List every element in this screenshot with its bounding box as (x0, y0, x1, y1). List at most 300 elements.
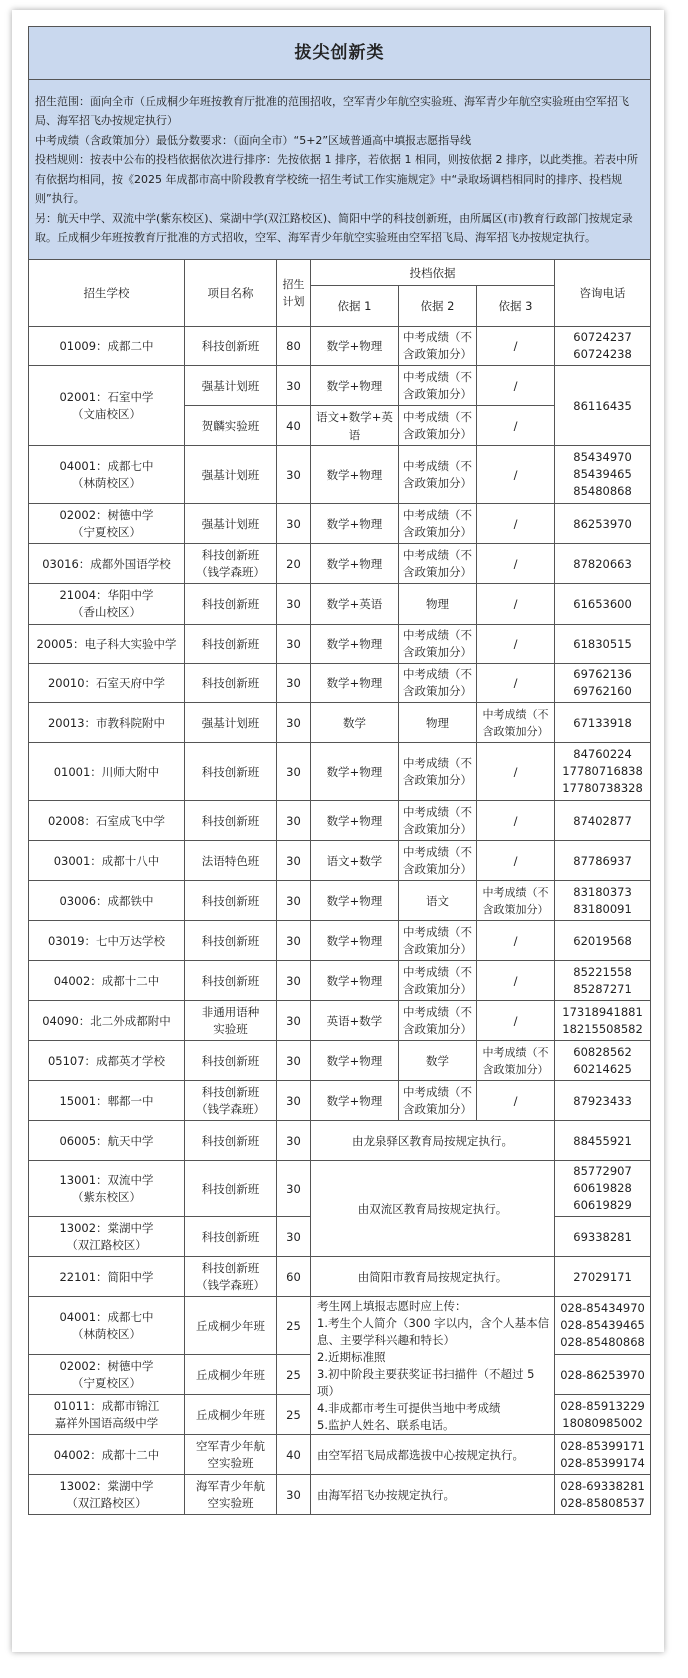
basis2-cell (399, 1081, 477, 1121)
plan-cell-line: 30 (286, 378, 301, 393)
table-row (29, 881, 651, 921)
project-cell (185, 1001, 277, 1041)
table-row (29, 743, 651, 801)
basis1-cell-line: 数学+物理 (326, 764, 383, 779)
plan-cell (277, 1257, 311, 1297)
plan-cell-line: 30 (286, 1053, 301, 1068)
phone-cell (555, 1121, 651, 1161)
basis2-cell-line: 含政策加分） (403, 941, 472, 956)
phone-cell-line: 028-86253970 (560, 1367, 645, 1382)
basis2-cell (399, 703, 477, 743)
plan-cell-line: 30 (286, 1487, 301, 1502)
plan-cell-line: 30 (286, 467, 301, 482)
plan-cell (277, 1217, 311, 1257)
basis1-cell-line: 数学+物理 (326, 556, 383, 571)
phone-cell-line: 028-85439465 (560, 1318, 645, 1332)
school-cell-line: 04001：成都七中 (59, 1309, 154, 1324)
school-cell (29, 1257, 185, 1297)
school-cell (29, 446, 185, 504)
plan-cell-line: 30 (286, 597, 301, 611)
school-cell-line: 03016：成都外国语学校 (42, 556, 171, 571)
project-cell (185, 664, 277, 703)
school-cell (29, 664, 185, 703)
plan-cell (277, 406, 311, 446)
project-cell-line: 科技创新班 (201, 1181, 260, 1196)
plan-cell-line: 60 (286, 1269, 301, 1284)
phone-cell-line: 60724238 (573, 347, 632, 361)
plan-cell-line: 30 (286, 1229, 301, 1244)
phone-cell-line: 85772907 (573, 1164, 632, 1178)
phone-cell-line: 84760224 (573, 747, 632, 761)
table-row (29, 1001, 651, 1041)
rule-cell (311, 1475, 555, 1515)
school-cell (29, 1217, 185, 1257)
school-cell-line: 02001：石室中学 (59, 389, 154, 404)
phone-cell-line: 61830515 (573, 637, 632, 651)
rule-cell (311, 1161, 555, 1257)
project-cell-line: 科技创新班 (201, 676, 260, 690)
basis3-cell (477, 961, 555, 1001)
project-cell (185, 1395, 277, 1435)
school-cell-line: 20005：电子科大实验中学 (36, 637, 177, 651)
phone-cell-line: 69338281 (573, 1229, 632, 1244)
basis3-cell (477, 921, 555, 961)
basis1-cell-line: 数学+物理 (326, 378, 383, 393)
phone-cell (555, 366, 651, 446)
basis3-cell (477, 801, 555, 841)
plan-cell (277, 743, 311, 801)
basis2-cell-line: 含政策加分） (403, 772, 472, 787)
school-cell-line: 01001：川师大附中 (53, 764, 160, 779)
project-cell-line: 空实验班 (207, 1495, 254, 1510)
table-row (29, 1041, 651, 1081)
school-cell (29, 366, 185, 446)
project-cell-line: 丘成桐少年班 (196, 1318, 265, 1333)
basis3-cell-line: / (513, 853, 518, 868)
phone-cell (555, 743, 651, 801)
basis2-cell-line: 含政策加分） (403, 981, 472, 996)
phone-cell (555, 584, 651, 625)
table-row (29, 1475, 651, 1515)
plan-cell (277, 1001, 311, 1041)
basis3-cell-line: / (513, 813, 518, 828)
school-cell-line: （香山校区） (72, 605, 141, 619)
table-row (29, 801, 651, 841)
phone-cell-line: 028-85913229 (560, 1398, 645, 1413)
plan-cell-line: 40 (286, 1447, 301, 1462)
basis1-cell-line: 数学+物理 (326, 467, 383, 482)
school-cell-line: 03001：成都十八中 (53, 853, 160, 868)
basis2-cell-line: 中考成绩（不 (403, 1004, 472, 1019)
basis3-cell (477, 703, 555, 743)
school-cell (29, 1355, 185, 1395)
phone-cell-line: 86253970 (573, 516, 632, 531)
phone-cell-line: 61653600 (573, 597, 632, 611)
basis2-cell-line: 中考成绩（不 (403, 369, 472, 384)
project-cell-line: 法语特色班 (201, 853, 260, 868)
header-project: 项目名称 (185, 260, 277, 327)
project-cell-line: 科技创新班 (201, 1229, 260, 1244)
phone-cell (555, 664, 651, 703)
phone-cell-line: 83180091 (573, 901, 632, 916)
plan-cell (277, 961, 311, 1001)
phone-cell-line: 27029171 (573, 1269, 632, 1284)
plan-cell (277, 1161, 311, 1217)
project-cell (185, 1355, 277, 1395)
school-cell (29, 961, 185, 1001)
basis3-cell-line: / (513, 1093, 518, 1108)
phone-cell-line: 60214625 (573, 1061, 632, 1076)
basis1-cell-line: 语文+数学+英语 (316, 409, 393, 442)
project-cell (185, 1081, 277, 1121)
basis1-cell-line: 英语+数学 (326, 1013, 383, 1028)
phone-cell (555, 327, 651, 366)
admissions-table (28, 26, 651, 1515)
basis2-cell-line: 中考成绩（不 (403, 628, 472, 642)
basis2-cell (399, 544, 477, 584)
header-school: 招生学校 (29, 260, 185, 327)
phone-cell-line: 87923433 (573, 1093, 632, 1108)
phone-cell-line: 028-69338281 (560, 1478, 645, 1493)
basis2-cell-line: 中考成绩（不 (403, 409, 472, 424)
table-row (29, 921, 651, 961)
school-cell (29, 1475, 185, 1515)
project-cell (185, 921, 277, 961)
qiu-rule-cell-line: 考生网上填报志愿时应上传： (317, 1298, 467, 1313)
phone-cell (555, 1001, 651, 1041)
plan-cell-line: 30 (286, 637, 301, 651)
basis1-cell (311, 961, 399, 1001)
basis2-cell-line: 物理 (426, 715, 449, 730)
phone-cell-line: 18080985002 (562, 1415, 643, 1430)
basis2-cell-line: 含政策加分） (403, 1101, 472, 1116)
plan-cell (277, 664, 311, 703)
plan-cell-line: 25 (286, 1407, 301, 1422)
rule-cell-line: 由海军招飞办按规定执行。 (317, 1487, 455, 1502)
school-cell (29, 1041, 185, 1081)
basis2-cell (399, 881, 477, 921)
basis2-cell (399, 625, 477, 664)
project-cell (185, 544, 277, 584)
table-row (29, 1257, 651, 1297)
plan-cell-line: 30 (286, 1093, 301, 1108)
school-cell (29, 1121, 185, 1161)
basis1-cell (311, 625, 399, 664)
basis1-cell (311, 366, 399, 406)
phone-cell-line: 17780716838 (562, 764, 643, 778)
project-cell (185, 1435, 277, 1475)
basis1-cell (311, 446, 399, 504)
basis1-cell (311, 584, 399, 625)
project-cell-line: 科技创新班 (201, 973, 260, 988)
basis1-cell-line: 数学+物理 (326, 1093, 383, 1108)
school-cell (29, 1395, 185, 1435)
table-row (29, 664, 651, 703)
school-cell-line: 04001：成都七中 (59, 458, 154, 473)
project-cell-line: （钱学森班） (196, 1101, 265, 1116)
project-cell (185, 743, 277, 801)
school-cell (29, 1001, 185, 1041)
note-rule: 投档规则：按表中公布的投档依据依次进行排序：先按依据 1 排序，若依据 1 相同，则按依据 2 排序，以此类推。若表中所有依据均相同，按《2025 年成都市高中阶段教育学校统一招生考试工作实施规定》中“录取场调档相同时的排序、投档规则”执行。 (35, 153, 638, 205)
school-cell (29, 743, 185, 801)
basis3-cell (477, 584, 555, 625)
plan-cell (277, 1395, 311, 1435)
qiu-rule-cell (311, 1297, 555, 1435)
basis2-cell (399, 801, 477, 841)
basis3-cell-line: / (513, 637, 518, 651)
plan-cell (277, 801, 311, 841)
rule-cell-line: 由简阳市教育局按规定执行。 (357, 1269, 508, 1284)
plan-cell-line: 30 (286, 933, 301, 948)
phone-cell-line: 85287271 (573, 981, 632, 996)
school-cell-line: 20010：石室天府中学 (47, 676, 166, 690)
basis2-cell-line: 含政策加分） (403, 426, 472, 441)
basis2-cell-line: 中考成绩（不 (403, 755, 472, 770)
project-cell (185, 1257, 277, 1297)
plan-cell-line: 30 (286, 1181, 301, 1196)
school-cell-line: 04090：北二外成都附中 (42, 1013, 171, 1028)
phone-cell-line: 60724237 (573, 330, 632, 344)
basis2-cell-line: 含政策加分） (403, 564, 472, 579)
basis1-cell (311, 406, 399, 446)
basis1-cell (311, 664, 399, 703)
basis1-cell-line: 数学+物理 (326, 637, 383, 651)
project-cell (185, 446, 277, 504)
plan-cell (277, 703, 311, 743)
project-cell (185, 625, 277, 664)
plan-cell (277, 1121, 311, 1161)
basis3-cell-line: / (513, 516, 518, 531)
basis2-cell-line: 含政策加分） (403, 861, 472, 876)
school-cell (29, 703, 185, 743)
school-cell-line: 04002：成都十二中 (53, 1447, 160, 1462)
phone-cell (555, 841, 651, 881)
basis3-cell-line: / (513, 973, 518, 988)
page-title: 拔尖创新类 (29, 27, 651, 80)
plan-cell (277, 881, 311, 921)
basis2-cell-line: 含政策加分） (403, 475, 472, 490)
school-cell-line: 06005：航天中学 (59, 1133, 154, 1148)
table-row (29, 1435, 651, 1475)
project-cell-line: （钱学森班） (196, 564, 265, 579)
school-cell (29, 1161, 185, 1217)
school-cell-line: （宁夏校区） (72, 1375, 141, 1390)
basis2-cell (399, 446, 477, 504)
phone-cell (555, 1435, 651, 1475)
basis1-cell-line: 数学+物理 (326, 516, 383, 531)
project-cell-line: 科技创新班 (201, 1260, 260, 1275)
basis1-cell-line: 语文+数学 (326, 853, 383, 868)
school-cell-line: 04002：成都十二中 (53, 973, 160, 988)
basis3-cell (477, 504, 555, 544)
table-row (29, 1121, 651, 1161)
plan-cell-line: 30 (286, 516, 301, 531)
school-cell-line: （林荫校区） (72, 475, 141, 490)
phone-cell-line: 60619828 (573, 1181, 632, 1195)
plan-cell (277, 1297, 311, 1355)
project-cell (185, 504, 277, 544)
phone-cell (555, 1041, 651, 1081)
document-sheet (12, 10, 664, 1652)
school-cell (29, 921, 185, 961)
plan-cell-line: 80 (286, 339, 301, 353)
school-cell-line: 02008：石室成飞中学 (47, 813, 166, 828)
plan-cell-line: 30 (286, 973, 301, 988)
basis1-cell (311, 327, 399, 366)
project-cell-line: 强基计划班 (201, 378, 260, 393)
project-cell-line: 实验班 (213, 1021, 248, 1036)
rule-cell-line: 由龙泉驿区教育局按规定执行。 (352, 1133, 513, 1148)
phone-cell (555, 544, 651, 584)
plan-cell (277, 625, 311, 664)
phone-cell-line: 17318941881 (562, 1004, 643, 1019)
note-other: 另：航天中学、双流中学(紫东校区)、棠湖中学(双江路校区)、简阳中学的科技创新班，由所属区(市)教育行政部门按规定录取。丘成桐少年班按教育厅批准的方式招收，空军、海军青少年航空实验班由空军招飞局、海军招飞办按规定执行。 (35, 211, 633, 244)
basis2-cell-line: 中考成绩（不 (403, 667, 472, 681)
basis1-cell-line: 数学+物理 (326, 893, 383, 908)
project-cell (185, 961, 277, 1001)
phone-cell-line: 87786937 (573, 853, 632, 868)
school-cell-line: 03006：成都铁中 (59, 893, 154, 908)
project-cell (185, 584, 277, 625)
notes-block (29, 80, 651, 260)
school-cell-line: 22101：简阳中学 (59, 1269, 154, 1284)
phone-cell (555, 1395, 651, 1435)
project-cell (185, 1161, 277, 1217)
phone-cell-line: 028-85480868 (560, 1335, 645, 1349)
basis1-cell-line: 数学 (343, 715, 366, 730)
project-cell (185, 1475, 277, 1515)
project-cell (185, 406, 277, 446)
note-min-score: 中考成绩（含政策加分）最低分数要求：（面向全市）“5+2”区域普通高中填报志愿指导线 (35, 133, 472, 147)
basis1-cell-line: 数学+物理 (326, 339, 383, 353)
phone-cell-line: 85434970 (573, 450, 632, 464)
school-cell-line: 13001：双流中学 (59, 1172, 154, 1187)
school-cell-line: 05107：成都英才学校 (47, 1053, 166, 1068)
basis3-cell (477, 743, 555, 801)
rule-cell (311, 1435, 555, 1475)
basis2-cell (399, 1041, 477, 1081)
phone-cell-line: 85221558 (573, 964, 632, 979)
project-cell-line: 科技创新班 (201, 637, 260, 651)
project-cell (185, 1217, 277, 1257)
table-row (29, 1161, 651, 1217)
basis3-cell-line: / (513, 764, 518, 779)
plan-cell-line: 30 (286, 893, 301, 908)
school-cell-line: 20013：市教科院附中 (47, 715, 166, 730)
phone-cell-line: 028-85434970 (560, 1301, 645, 1315)
project-cell-line: 强基计划班 (201, 467, 260, 482)
school-cell-line: （双江路校区） (66, 1495, 147, 1510)
school-cell-line: 02002：树德中学 (59, 1358, 154, 1373)
school-cell (29, 1435, 185, 1475)
phone-cell (555, 1257, 651, 1297)
plan-cell-line: 30 (286, 1133, 301, 1148)
phone-cell (555, 1161, 651, 1217)
plan-cell (277, 841, 311, 881)
basis1-cell (311, 703, 399, 743)
basis3-cell (477, 1081, 555, 1121)
basis3-cell-line: / (513, 933, 518, 948)
phone-cell (555, 921, 651, 961)
project-cell-line: 海军青少年航 (196, 1478, 265, 1493)
basis2-cell (399, 504, 477, 544)
basis2-cell (399, 1001, 477, 1041)
qiu-rule-cell-line: 5.监护人姓名、联系电话。 (317, 1417, 455, 1432)
basis2-cell-line: 物理 (426, 597, 449, 611)
phone-cell-line: 87820663 (573, 556, 632, 571)
basis2-cell-line: 中考成绩（不 (403, 507, 472, 522)
table-row (29, 961, 651, 1001)
phone-cell-line: 67133918 (573, 715, 632, 730)
plan-cell-line: 40 (286, 418, 301, 433)
phone-cell-line: 60828562 (573, 1044, 632, 1059)
plan-cell-line: 30 (286, 853, 301, 868)
basis3-cell (477, 625, 555, 664)
plan-cell (277, 1355, 311, 1395)
project-cell (185, 703, 277, 743)
school-cell-line: 01009：成都二中 (59, 339, 154, 353)
header-phone: 咨询电话 (555, 260, 651, 327)
basis3-cell (477, 664, 555, 703)
table-row (29, 446, 651, 504)
project-cell-line: 非通用语种 (201, 1004, 260, 1019)
project-cell-line: 科技创新班 (201, 813, 260, 828)
project-cell (185, 841, 277, 881)
plan-cell-line: 30 (286, 715, 301, 730)
header-basis: 投档依据 (311, 260, 555, 286)
school-cell-line: （宁夏校区） (72, 524, 141, 539)
rule-cell-line: 由空军招飞局成都选拔中心按规定执行。 (317, 1447, 524, 1462)
project-cell-line: 科技创新班 (201, 933, 260, 948)
basis2-cell (399, 584, 477, 625)
basis1-cell (311, 504, 399, 544)
basis1-cell (311, 1041, 399, 1081)
phone-cell (555, 703, 651, 743)
basis1-cell (311, 1081, 399, 1121)
school-cell (29, 1081, 185, 1121)
school-cell-line: 01011：成都市锦江 (53, 1398, 160, 1413)
table-row (29, 1297, 651, 1355)
basis1-cell (311, 881, 399, 921)
plan-cell-line: 30 (286, 676, 301, 690)
table-row (29, 544, 651, 584)
plan-cell (277, 1041, 311, 1081)
phone-cell (555, 1355, 651, 1395)
school-cell-line: 13002：棠湖中学 (59, 1478, 154, 1493)
basis3-cell (477, 406, 555, 446)
qiu-rule-cell-line: 3.初中阶段主要获奖证书扫描件（不超过 5 项） (317, 1366, 535, 1398)
plan-cell (277, 921, 311, 961)
plan-cell (277, 504, 311, 544)
basis2-cell-line: 中考成绩（不 (403, 844, 472, 859)
school-cell (29, 841, 185, 881)
table-row (29, 327, 651, 366)
school-cell-line: （紫东校区） (72, 1189, 141, 1204)
basis2-cell-line: 含政策加分） (403, 347, 472, 361)
basis3-cell (477, 841, 555, 881)
basis1-cell-line: 数学+物理 (326, 1053, 383, 1068)
project-cell-line: （钱学森班） (196, 1277, 265, 1292)
plan-cell (277, 366, 311, 406)
note-range: 招生范围：面向全市（丘成桐少年班按教育厅批准的范围招收，空军青少年航空实验班、海军青少年航空实验班由空军招飞局、海军招飞办按规定执行） (35, 94, 629, 127)
basis2-cell (399, 841, 477, 881)
header-basis-2: 依据 2 (399, 286, 477, 327)
basis2-cell-line: 含政策加分） (403, 1021, 472, 1036)
phone-cell-line: 60619829 (573, 1198, 632, 1212)
phone-cell-line: 69762136 (573, 667, 632, 681)
phone-cell (555, 504, 651, 544)
basis2-cell-line: 中考成绩（不 (403, 804, 472, 819)
